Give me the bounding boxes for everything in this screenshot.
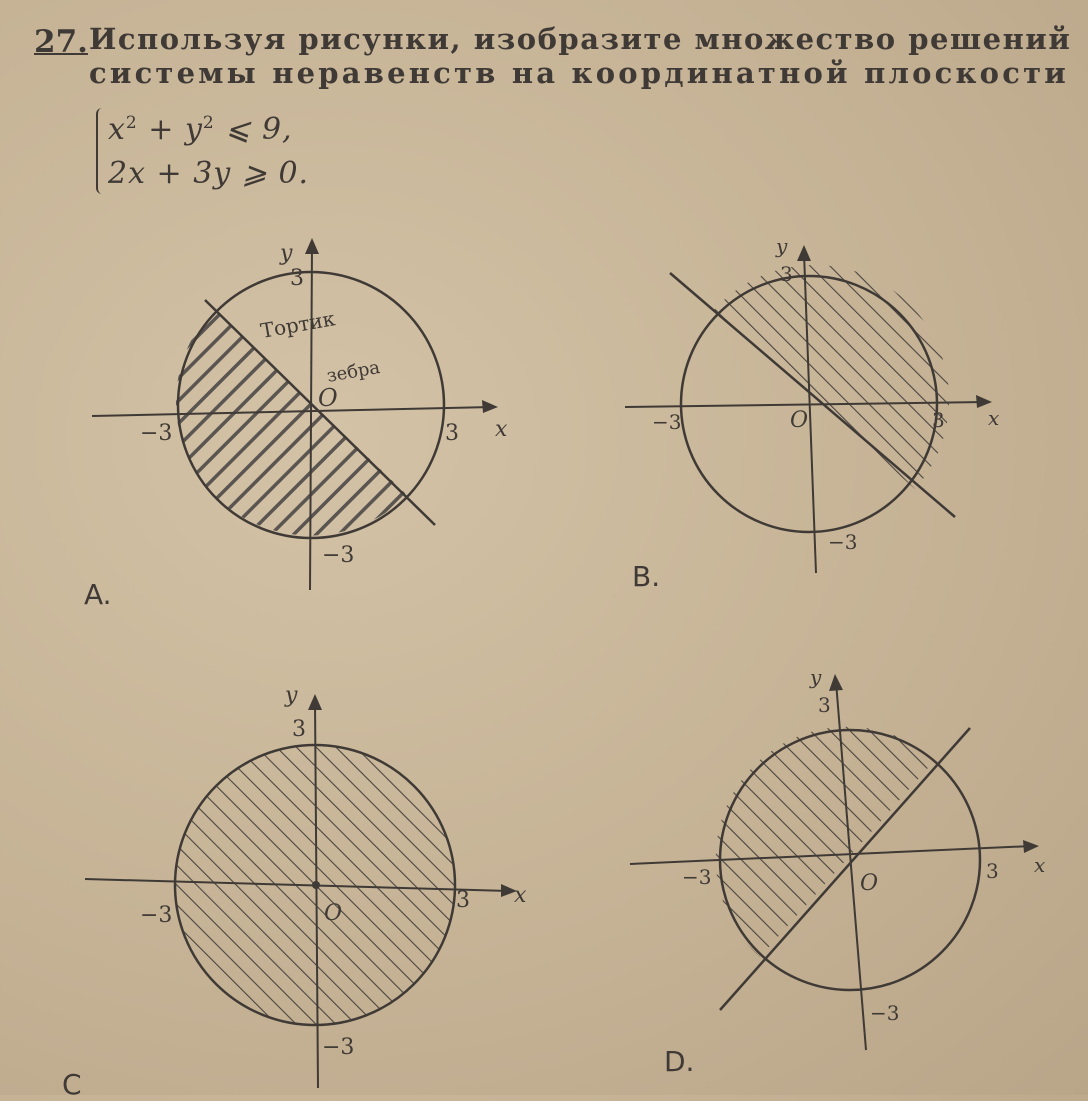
x-tick-pos: 3 (986, 859, 999, 883)
y-tick-neg: −3 (870, 1001, 900, 1025)
x-arrow-icon (1023, 840, 1039, 853)
y-label: y (280, 241, 293, 266)
option-b-label: B. (632, 560, 661, 593)
y-label: y (776, 234, 788, 258)
y-tick-pos: 3 (780, 262, 793, 286)
x-tick-pos: 3 (456, 888, 470, 913)
y-label: y (810, 665, 822, 689)
option-a-label: A. (84, 578, 112, 611)
origin-label: O (860, 871, 879, 896)
shaded-region (176, 309, 407, 535)
x-tick-pos: 3 (445, 421, 459, 446)
problem-number: 27. (34, 24, 88, 60)
figure-b (610, 225, 1080, 585)
y-arrow-icon (305, 238, 319, 254)
figure-a (40, 220, 540, 600)
x-tick-neg: −3 (682, 865, 712, 889)
statement-line-2: системы неравенств на координатной плоскости (89, 56, 1069, 90)
y-arrow-icon (308, 694, 322, 710)
system-brace (96, 108, 105, 194)
origin-label: O (790, 408, 809, 433)
y-tick-pos: 3 (818, 693, 831, 717)
shaded-region (716, 727, 935, 957)
y-label: y (285, 683, 298, 708)
origin-dot (312, 881, 320, 889)
y-arrow-icon (797, 245, 811, 261)
x-label: x (988, 406, 1000, 430)
y-arrow-icon (829, 674, 843, 691)
x-tick-neg: −3 (140, 421, 173, 446)
origin-label: O (324, 901, 343, 926)
y-tick-pos: 3 (290, 266, 304, 291)
x-tick-neg: −3 (140, 903, 173, 928)
option-d-label: D. (664, 1045, 695, 1078)
x-tick-neg: −3 (652, 410, 682, 434)
statement-line-1: Используя рисунки, изобразите множество решений (89, 22, 1072, 56)
handwriting-1: Тортик (258, 306, 337, 343)
y-tick-neg: −3 (322, 543, 355, 568)
x-label: x (1034, 853, 1046, 877)
x-label: x (495, 417, 508, 442)
origin-label: O (318, 384, 338, 412)
x-tick-pos: 3 (932, 408, 945, 432)
problem-statement (89, 22, 1071, 90)
figure-d (620, 660, 1070, 1060)
option-c-label: C (62, 1068, 82, 1101)
inequality-1: $x^2 + y^2$ ⩽ 9, (108, 112, 293, 147)
x-label: x (514, 883, 527, 908)
y-tick-pos: 3 (292, 717, 306, 742)
inequality-2: 2x + 3y ⩾ 0. (108, 156, 310, 191)
figure-c (70, 680, 550, 1095)
y-tick-neg: −3 (828, 530, 858, 554)
handwriting-2: зебра (325, 356, 382, 387)
y-tick-neg: −3 (322, 1035, 355, 1060)
shaded-region (714, 265, 949, 489)
x-arrow-icon (482, 400, 498, 413)
